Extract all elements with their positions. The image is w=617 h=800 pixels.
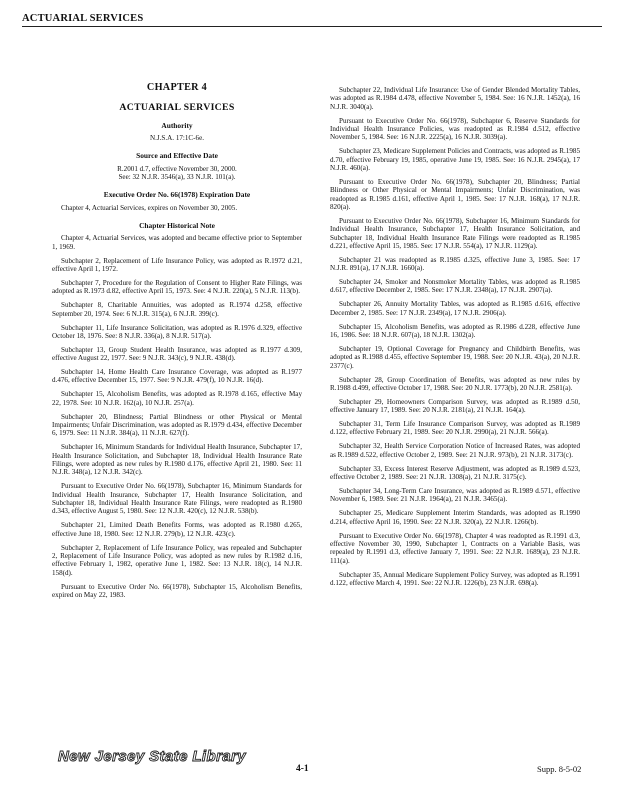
history-paragraph: Subchapter 28, Group Coordination of Benefits, was adopted as new rules by R.1988 d.499, effective October 17, 1988. See: 20 N.J.R. 1773(b), 20 N.J.R. 2581(a).	[330, 375, 580, 392]
history-paragraph: Subchapter 21, Limited Death Benefits Forms, was adopted as R.1980 d.265, effective June 18, 1980. See: 12 N.J.R. 279(b), 12 N.J.R. 423(c).	[52, 521, 302, 538]
authority-heading: Authority	[161, 120, 193, 130]
right-history-paragraphs	[330, 86, 580, 587]
history-paragraph: Pursuant to Executive Order No. 66(1978), Subchapter 16, Minimum Standards for Individual Health Insurance, Subchapter 17, Health Insurance Solicitation, and Subchapter 18, Individual Health Insurance Rate Filings, were readopted as R.1980 d.343, effective August 5, 1980. See: 12 N.J.R. 420(c), 12 N.J.R. 538(b).	[52, 482, 302, 516]
history-paragraph: Subchapter 29, Homeowners Comparison Survey, was adopted as R.1989 d.50, effective January 17, 1989. See: 20 N.J.R. 2181(a), 21 N.J.R. 164(a).	[330, 397, 580, 415]
history-paragraph: Subchapter 24, Smoker and Nonsmoker Mortality Tables, was adopted as R.1985 d.617, effective December 2, 1985. See: 17 N.J.R. 2348(a), 17 N.J.R. 2907(a).	[330, 278, 580, 295]
history-paragraph: Subchapter 13, Group Student Health Insurance, was adopted as R.1977 d.309, effective August 22, 1977. See: 9 N.J.R. 343(c), 9 N.J.R. 438(d).	[52, 345, 302, 363]
history-paragraph: Subchapter 31, Term Life Insurance Comparison Survey, was adopted as R.1989 d.122, effective February 21, 1989. See: 20 N.J.R. 2990(a), 21 N.J.R. 566(a).	[330, 420, 580, 437]
chapter-title: ACTUARIAL SERVICES	[119, 102, 235, 114]
history-paragraph: Subchapter 2, Replacement of Life Insurance Policy, was repealed and Subchapter 2, Replacement of Life Insurance Policy, was adopted as new rules by R.1982 d.16, effective February 1, 1982, operative June 1, 1982. See: 13 N.J.R. 18(c), 14 N.J.R. 158(d).	[52, 543, 302, 577]
left-column	[52, 78, 302, 605]
history-paragraph: Pursuant to Executive Order No. 66(1978), Subchapter 15, Alcoholism Benefits, expired on May 22, 1983.	[52, 582, 302, 599]
page-number: 4-1	[296, 764, 309, 774]
history-paragraph: Subchapter 15, Alcoholism Benefits, was adopted as R.1986 d.228, effective June 16, 1986. See: 18 N.J.R. 607(a), 18 N.J.R. 1302(a).	[330, 322, 580, 339]
history-paragraph: Subchapter 20, Blindness; Partial Blindness or other Physical or Mental Impairments; Unfair Discrimination, was adopted as R.1979 d.434, effective December 6, 1979. See: 11 N.J.R. 384(a), 11 N.J.R. 627(f).	[52, 412, 302, 438]
eo-heading: Executive Order No. 66(1978) Expiration Date	[103, 190, 251, 200]
history-paragraph: Subchapter 21 was readopted as R.1985 d.325, effective June 3, 1985. See: 17 N.J.R. 891(a), 17 N.J.R. 1660(a).	[330, 255, 580, 273]
chapter-number: CHAPTER 4	[146, 82, 208, 93]
history-paragraph: Subchapter 7, Procedure for the Regulation of Consent to Higher Rate Filings, was adopted as R.1973 d.82, effective April 15, 1973. See: 4 N.J.R. 220(a), 5 N.J.R. 113(b).	[52, 279, 302, 296]
authority-text: N.J.S.A. 17:1C-6e.	[150, 134, 204, 143]
left-history-paragraphs	[52, 234, 302, 599]
history-paragraph: Subchapter 8, Charitable Annuities, was adopted as R.1974 d.258, effective September 20, 1974. See: 6 N.J.R. 315(a), 6 N.J.R. 399(c).	[52, 301, 302, 318]
history-paragraph: Subchapter 11, Life Insurance Solicitation, was adopted as R.1976 d.329, effective October 18, 1976. See: 8 N.J.R. 336(a), 8 N.J.R. 517(a).	[52, 323, 302, 340]
history-paragraph: Subchapter 14, Home Health Care Insurance Coverage, was adopted as R.1977 d.476, effective December 15, 1977. See: 9 N.J.R. 479(f), 10 N.J.R. 16(d).	[52, 368, 302, 385]
source-line-2: See: 32 N.J.R. 3546(a), 33 N.J.R. 101(a).	[118, 173, 236, 182]
history-paragraph: Subchapter 15, Alcoholism Benefits, was adopted as R.1978 d.165, effective May 22, 1978. See: 10 N.J.R. 162(a), 10 N.J.R. 257(a).	[52, 390, 302, 407]
supplement-date: Supp. 8-5-02	[537, 764, 582, 774]
history-paragraph: Subchapter 25, Medicare Supplement Interim Standards, was adopted as R.1990 d.214, effective April 16, 1990. See: 22 N.J.R. 320(a), 22 N.J.R. 1266(b).	[330, 509, 580, 526]
history-heading: Chapter Historical Note	[139, 221, 215, 231]
source-line-1: R.2001 d.7, effective November 30, 2000.	[117, 164, 237, 173]
history-paragraph: Pursuant to Executive Order No. 66(1978), Subchapter 6, Reserve Standards for Individual Health Insurance Policies, was readopted as R.1984 d.512, effective November 5, 1984. See: 16 N.J.R. 2225(a), 16 N.J.R. 3039(a).	[330, 116, 580, 142]
history-paragraph: Subchapter 32, Health Service Corporation Notice of Increased Rates, was adopted as R.1989 d.522, effective October 2, 1989. See: 21 N.J.R. 973(b), 21 N.J.R. 3173(c).	[330, 442, 580, 459]
running-head: ACTUARIAL SERVICES	[22, 13, 602, 27]
history-paragraph: Subchapter 23, Medicare Supplement Policies and Contracts, was adopted as R.1985 d.70, effective February 19, 1985, operative June 19, 1985. See: 16 N.J.R. 2945(a), 17 N.J.R. 460(a).	[330, 147, 580, 172]
history-paragraph: Subchapter 22, Individual Life Insurance: Use of Gender Blended Mortality Tables, was adopted as R.1984 d.478, effective November 5, 1984. See: 16 N.J.R. 1452(a), 16 N.J.R. 3040(a).	[330, 86, 580, 111]
history-paragraph: Pursuant to Executive Order No. 66(1978), Chapter 4 was readopted as R.1991 d.3, effective November 30, 1990, Subchapter 1, Contracts on a Variable Basis, was repealed by R.1991 d.3, effective January 7, 1991. See: 22 N.J.R. 1689(a), 23 N.J.R. 111(a).	[330, 531, 580, 565]
source-heading: Source and Effective Date	[136, 151, 218, 161]
history-paragraph: Subchapter 19, Optional Coverage for Pregnancy and Childbirth Benefits, was adopted as R.1988 d.455, effective September 19, 1988. See: 20 N.J.R. 43(a), 20 N.J.R. 2377(c).	[330, 344, 580, 370]
history-paragraph: Subchapter 16, Minimum Standards for Individual Health Insurance, Subchapter 17, Health Insurance Solicitation, and Subchapter 18, Individual Health Insurance Rate Filings, were adopted as new rules by R.1980 d.176, effective April 21, 1980. See: 11 N.J.R. 348(a), 12 N.J.R. 342(c).	[52, 443, 302, 477]
history-paragraph: Subchapter 26, Annuity Mortality Tables, was adopted as R.1985 d.616, effective December 2, 1985. See: 17 N.J.R. 2349(a), 17 N.J.R. 2906(a).	[330, 300, 580, 317]
history-paragraph: Chapter 4, Actuarial Services, was adopted and became effective prior to September 1, 1969.	[52, 234, 302, 251]
library-stamp: New Jersey State Library	[58, 748, 247, 765]
history-paragraph: Pursuant to Executive Order No. 66(1978), Subchapter 16, Minimum Standards for Individual Health Insurance, Subchapter 17, Health Insurance Solicitation, and Subchapter 18, Individual Health Insurance Rate Filings were readopted as R.1985 d.221, effective April 15, 1985. See: 17 N.J.R. 554(a), 17 N.J.R. 1129(a).	[330, 216, 580, 250]
history-paragraph: Subchapter 34, Long-Term Care Insurance, was adopted as R.1989 d.571, effective November 6, 1989. See: 21 N.J.R. 1964(a), 21 N.J.R. 3465(a).	[330, 486, 580, 504]
history-paragraph: Pursuant to Executive Order No. 66(1978), Subchapter 20, Blindness; Partial Blindness or Other Physical or Mental Impairments; Unfair Discrimination, was readopted as R.1985 d.161, effective April 1, 1985. See: 17 N.J.R. 168(a), 17 N.J.R. 820(a).	[330, 177, 580, 211]
right-column	[330, 86, 580, 593]
history-paragraph: Subchapter 2, Replacement of Life Insurance Policy, was adopted as R.1972 d.21, effective April 1, 1972.	[52, 256, 302, 274]
history-paragraph: Subchapter 33, Excess Interest Reserve Adjustment, was adopted as R.1989 d.523, effective October 2, 1989. See: 21 N.J.R. 1308(a), 21 N.J.R. 3175(c).	[330, 464, 580, 482]
history-paragraph: Subchapter 35, Annual Medicare Supplement Policy Survey, was adopted as R.1991 d.122, effective March 4, 1991. See: 22 N.J.R. 1226(b), 23 N.J.R. 698(a).	[330, 570, 580, 587]
eo-text: Chapter 4, Actuarial Services, expires on November 30, 2005.	[61, 203, 238, 212]
